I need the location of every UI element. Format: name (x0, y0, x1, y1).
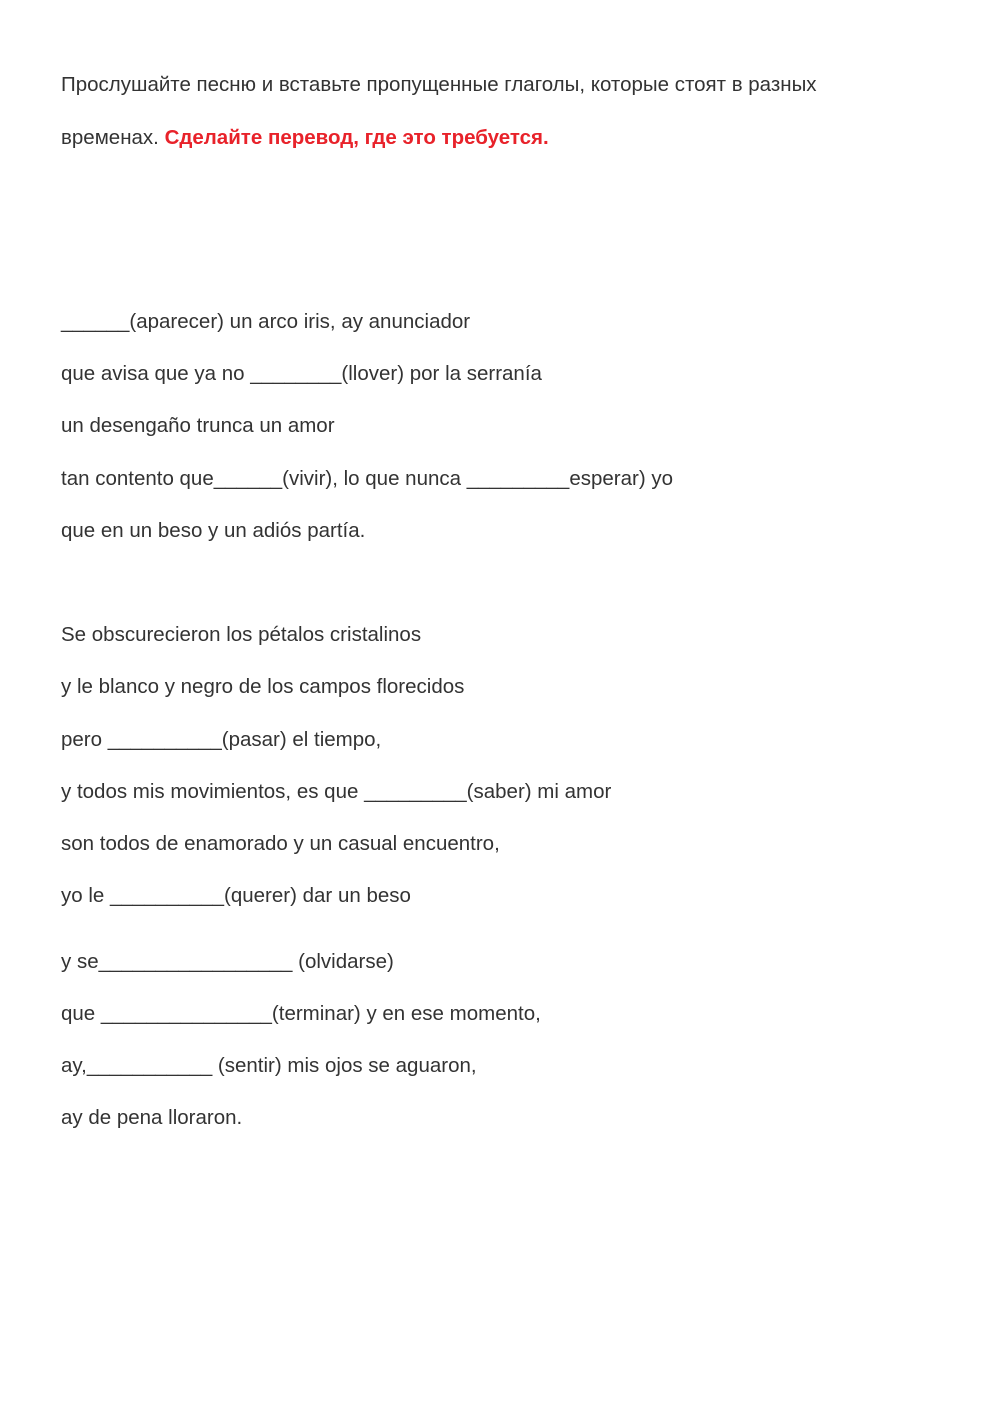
lyric-line: y le blanco y negro de los campos florecidos (61, 675, 465, 698)
lyric-line: ay de pena lloraron. (61, 1106, 243, 1129)
translation-instruction: Сделайте перевод, где это требуется. (164, 126, 549, 149)
lyric-line: que avisa que ya no ________(llover) por la serranía (61, 362, 542, 385)
lyric-line: son todos de enamorado y un casual encuentro, (61, 832, 500, 855)
instructions (61, 58, 941, 164)
instructions-line-2 (61, 111, 941, 164)
instructions-prefix: временах. (61, 126, 165, 149)
lyric-line: tan contento que______(vivir), lo que nunca _________esperar) yo (61, 467, 674, 490)
lyric-line: Se obscurecieron los pétalos cristalinos (61, 623, 422, 646)
lyric-line: pero __________(pasar) el tiempo, (61, 728, 382, 751)
lyric-line: ______(aparecer) un arco iris, ay anunciador (61, 310, 471, 333)
lyric-line: que _______________(terminar) y en ese momento, (61, 1002, 541, 1025)
lyric-line: que en un beso y un adiós partía. (61, 519, 366, 542)
lyric-line: ay,___________ (sentir) mis ojos se aguaron, (61, 1054, 477, 1077)
lyric-line: y se_________________ (olvidarse) (61, 950, 394, 973)
lyric-line: y todos mis movimientos, es que _________(saber) mi amor (61, 780, 612, 803)
lyric-line: yo le __________(querer) dar un beso (61, 884, 411, 907)
lyric-line: un desengaño trunca un amor (61, 414, 335, 437)
instructions-line-1: Прослушайте песню и вставьте пропущенные глаголы, которые стоят в разных (61, 73, 817, 96)
